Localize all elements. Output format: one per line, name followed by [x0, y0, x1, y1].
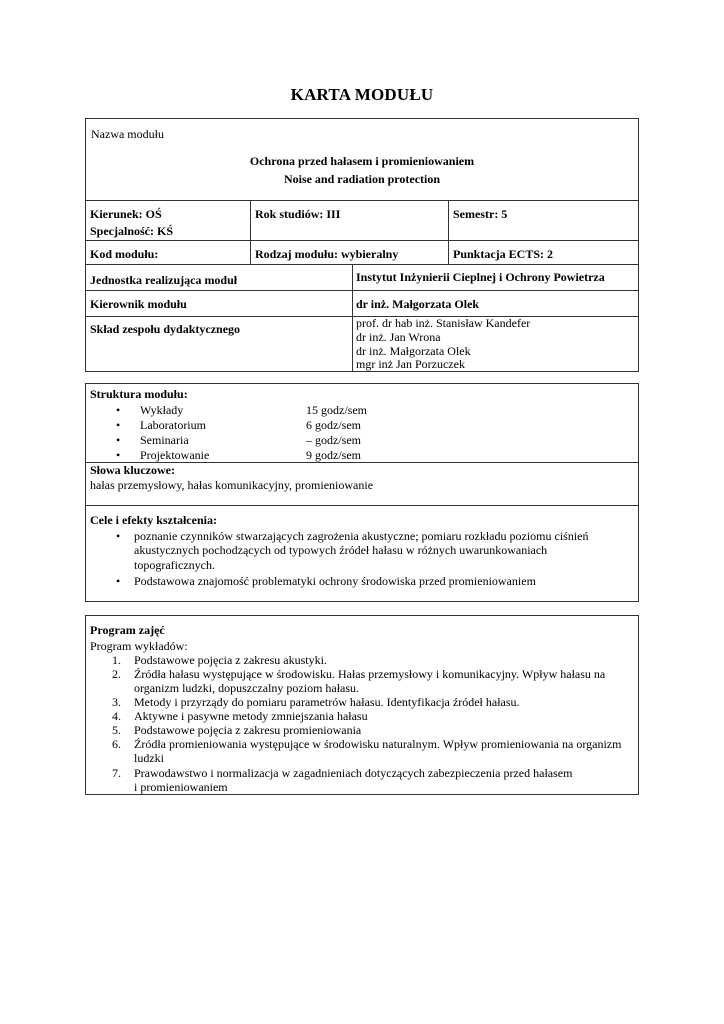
struktura-item-name: Projektowanie: [140, 448, 210, 462]
ects-field: Punktacja ECTS: 2: [453, 247, 554, 261]
module-name-label: Nazwa modułu: [91, 127, 164, 141]
program-label: Program zajęć: [90, 623, 165, 637]
kierownik-value: dr inż. Małgorzata Olek: [356, 297, 480, 311]
list-item: [116, 433, 120, 447]
list-item: [116, 448, 120, 462]
struktura-item-hours: 15 godz/sem: [306, 403, 367, 417]
cele-text: topograficznych.: [134, 558, 215, 572]
program-text: Aktywne i pasywne metody zmniejszania hałasu: [134, 709, 368, 723]
module-name-pl: Ochrona przed hałasem i promieniowaniem: [249, 154, 475, 168]
kod-modulu-field: Kod modułu:: [90, 247, 159, 261]
program-text: Podstawowe pojęcia z zakresu akustyki.: [134, 653, 327, 667]
bullet-icon: •: [116, 574, 121, 588]
program-text: Źródła hałasu występujące w środowisku. Hałas przemysłowy i komunikacyjny. Wpływ hałasu na: [134, 667, 606, 681]
cele-label: Cele i efekty kształcenia:: [90, 513, 217, 527]
sklad-member: mgr inż Jan Porzuczek: [356, 357, 465, 371]
list-item: [116, 418, 120, 432]
program-sub: Program wykładów:: [90, 639, 188, 653]
list-item: [116, 529, 120, 543]
list-item: [116, 574, 120, 588]
list-item-number: 5.: [112, 723, 121, 737]
struktura-item-name: Wykłady: [140, 403, 184, 417]
module-name-en: Noise and radiation protection: [283, 172, 441, 186]
program-text: Podstawowe pojęcia z zakresu promieniowania: [134, 723, 362, 737]
rodzaj-modulu-field: Rodzaj modułu: wybieralny: [255, 247, 399, 261]
cele-text: akustycznych pochodzących od typowych źródeł hałasu w różnych uwarunkowaniach: [134, 543, 548, 557]
list-item-number: 1.: [112, 653, 121, 667]
slowa-kluczowe-label: Słowa kluczowe:: [90, 463, 175, 477]
list-item-number: 4.: [112, 709, 121, 723]
sklad-member: dr inż. Małgorzata Olek: [356, 344, 471, 358]
struktura-item-name: Laboratorium: [140, 418, 206, 432]
struktura-item-hours: 6 godz/sem: [306, 418, 361, 432]
rok-studiow-field: Rok studiów: III: [255, 207, 341, 221]
program-text: i promieniowaniem: [134, 780, 228, 794]
struktura-item-hours: – godz/sem: [306, 433, 361, 447]
bullet-icon: •: [116, 448, 121, 462]
struktura-label: Struktura modułu:: [90, 387, 188, 401]
list-item: [116, 403, 120, 417]
slowa-kluczowe-value: hałas przemysłowy, hałas komunikacyjny, promieniowanie: [90, 478, 374, 492]
sklad-label: Skład zespołu dydaktycznego: [90, 322, 241, 336]
kierownik-label: Kierownik modułu: [90, 297, 187, 311]
cele-text: poznanie czynników stwarzających zagrożenia akustyczne; pomiaru rozkładu poziomu ciśnień: [134, 529, 589, 543]
list-item-number: 2.: [112, 667, 121, 681]
program-text: organizm ludzki, dopuszczalny poziom hałasu.: [134, 681, 360, 695]
bullet-icon: •: [116, 433, 121, 447]
sklad-member: prof. dr hab inż. Stanisław Kandefer: [356, 316, 531, 330]
cele-text: Podstawowa znajomość problematyki ochrony środowiska przed promieniowaniem: [134, 574, 536, 588]
program-text: Metody i przyrządy do pomiaru parametrów hałasu. Identyfikacja źródeł hałasu.: [134, 695, 520, 709]
specjalnosc-field: Specjalność: KŚ: [90, 224, 174, 238]
semestr-field: Semestr: 5: [453, 207, 508, 221]
struktura-item-name: Seminaria: [140, 433, 189, 447]
program-text: Źródła promieniowania występujące w środowisku naturalnym. Wpływ promieniowania na organizm: [134, 737, 622, 751]
list-item-number: 3.: [112, 695, 121, 709]
jednostka-value: Instytut Inżynierii Cieplnej i Ochrony Powietrza: [356, 270, 605, 284]
sklad-member: dr inż. Jan Wrona: [356, 330, 441, 344]
program-text: Prawodawstwo i normalizacja w zagadnieniach dotyczących zabezpieczenia przed hałasem: [134, 766, 573, 780]
page-title: KARTA MODUŁU: [290, 85, 434, 104]
bullet-icon: •: [116, 529, 121, 543]
struktura-item-hours: 9 godz/sem: [306, 448, 361, 462]
list-item-number: 7.: [112, 766, 121, 780]
jednostka-label: Jednostka realizująca moduł: [90, 273, 238, 287]
bullet-icon: •: [116, 418, 121, 432]
bullet-icon: •: [116, 403, 121, 417]
list-item-number: 6.: [112, 737, 121, 751]
program-text: ludzki: [134, 751, 164, 765]
kierunek-field: Kierunek: OŚ: [90, 207, 162, 221]
